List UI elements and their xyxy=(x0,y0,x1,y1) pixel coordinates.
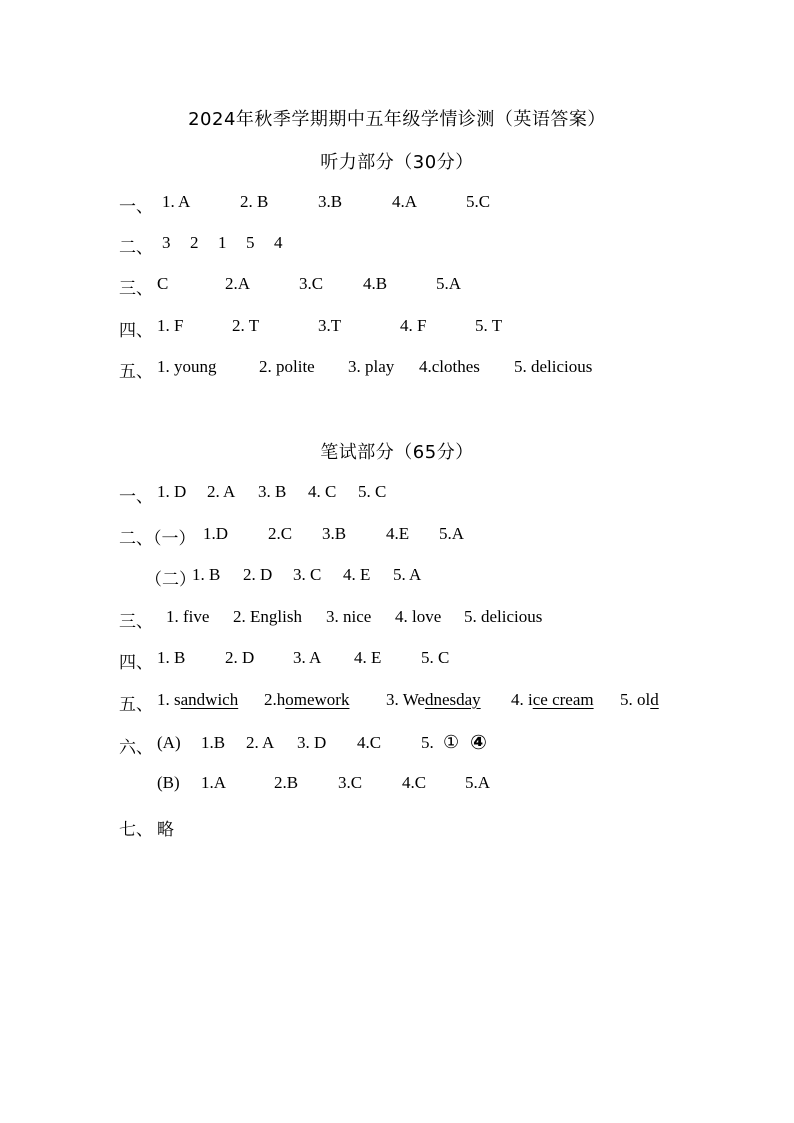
row-label: 一、 xyxy=(119,197,153,217)
answer: 2.A xyxy=(225,274,251,293)
circled-one-icon: ① xyxy=(443,732,460,753)
answer: 3.T xyxy=(318,316,342,335)
answer-prefix: 5. ol xyxy=(620,690,651,709)
answer: 2. D xyxy=(243,565,273,584)
answer: 3. nice xyxy=(326,607,372,626)
answer-prefix: 1. s xyxy=(157,690,181,709)
answer: 5.C xyxy=(466,192,491,211)
answer: 1. F xyxy=(157,316,184,335)
row-label: 二、 xyxy=(119,238,153,258)
answer: 3. play xyxy=(348,357,395,376)
answer: 3. B xyxy=(258,482,287,501)
answer: 4.A xyxy=(392,192,418,211)
row-label: 一、 xyxy=(119,487,153,507)
row-label: 二、（一） xyxy=(119,529,196,549)
answer: 4. E xyxy=(354,648,382,667)
answer xyxy=(386,690,481,710)
row-label: 六、 xyxy=(119,738,153,758)
answer xyxy=(157,690,238,710)
answer: 1. five xyxy=(166,607,210,626)
row-label: （二） xyxy=(145,570,196,590)
answer: 5. delicious xyxy=(514,357,593,376)
answer-prefix: 4. i xyxy=(511,690,533,709)
answer: 5. delicious xyxy=(464,607,543,626)
row-label: 三、 xyxy=(119,612,153,632)
answer: 1. young xyxy=(157,357,217,376)
answer: 4 xyxy=(274,233,283,252)
answer: 3. A xyxy=(293,648,322,667)
answer: 4.clothes xyxy=(419,357,480,376)
answer: 1. A xyxy=(162,192,191,211)
row-label: 七、 xyxy=(119,820,153,840)
row-label: 四、 xyxy=(119,321,153,341)
answer: 5.A xyxy=(436,274,462,293)
answer: 3. D xyxy=(297,733,327,752)
circled-four-icon: ④ xyxy=(470,730,487,754)
page-title: 2024年秋季学期期中五年级学情诊测（英语答案） xyxy=(188,109,606,130)
answer xyxy=(620,690,659,710)
answer: 2. D xyxy=(225,648,255,667)
answer: 5. C xyxy=(358,482,387,501)
answer: 2. A xyxy=(246,733,275,752)
answer xyxy=(511,690,594,710)
answer: 2.B xyxy=(274,773,299,792)
answer: 1.D xyxy=(203,524,229,543)
answer: 5 xyxy=(246,233,255,252)
answer: 4. F xyxy=(400,316,427,335)
written-heading: 笔试部分（65分） xyxy=(320,442,474,463)
answer: 2 xyxy=(190,233,199,252)
answer: 1.A xyxy=(201,773,227,792)
listening-heading: 听力部分（30分） xyxy=(320,152,474,173)
answer xyxy=(264,690,349,710)
answer: 2. T xyxy=(232,316,260,335)
answer: 3.B xyxy=(318,192,343,211)
answer-prefix: 3. We xyxy=(386,690,425,709)
row-label: 五、 xyxy=(119,362,153,382)
answer-underlined: andwich xyxy=(180,690,239,709)
answer-underlined: ce cream xyxy=(532,690,594,709)
answer: 5.A xyxy=(439,524,465,543)
answer: 1. B xyxy=(157,648,186,667)
answer: 3 xyxy=(162,233,171,252)
answer: 2. English xyxy=(233,607,302,626)
answer: 5. xyxy=(421,733,434,752)
answer: 4.C xyxy=(357,733,382,752)
answer: 2. polite xyxy=(259,357,315,376)
row-label: 五、 xyxy=(119,695,153,715)
answer: 3. C xyxy=(293,565,322,584)
answer: 5.A xyxy=(465,773,491,792)
answer: 4.C xyxy=(402,773,427,792)
part-label: (B) xyxy=(157,773,180,792)
answer: 5. T xyxy=(475,316,503,335)
answer: 略 xyxy=(157,820,174,840)
answer: 2. B xyxy=(240,192,269,211)
part-label: (A) xyxy=(157,733,181,752)
answer: 2. A xyxy=(207,482,236,501)
answer: 5. C xyxy=(421,648,450,667)
answer-underlined: d xyxy=(650,690,659,709)
answer-underlined: dnesday xyxy=(424,690,481,709)
answer: 3.B xyxy=(322,524,347,543)
answer-prefix: 2.h xyxy=(264,690,286,709)
answer: 4.B xyxy=(363,274,388,293)
row-label: 三、 xyxy=(119,279,153,299)
answer: 3.C xyxy=(338,773,363,792)
answer: 4. C xyxy=(308,482,337,501)
answer: 1. D xyxy=(157,482,187,501)
answer: 1 xyxy=(218,233,227,252)
answer: 4. E xyxy=(343,565,371,584)
answer: 4. love xyxy=(395,607,442,626)
row-label: 四、 xyxy=(119,653,153,673)
answer: 1.B xyxy=(201,733,226,752)
answer-underlined: omework xyxy=(285,690,350,709)
answer: C xyxy=(157,274,169,293)
answer: 3.C xyxy=(299,274,324,293)
answer: 5. A xyxy=(393,565,422,584)
answer: 1. B xyxy=(192,565,221,584)
answer: 4.E xyxy=(386,524,410,543)
answer: 2.C xyxy=(268,524,293,543)
